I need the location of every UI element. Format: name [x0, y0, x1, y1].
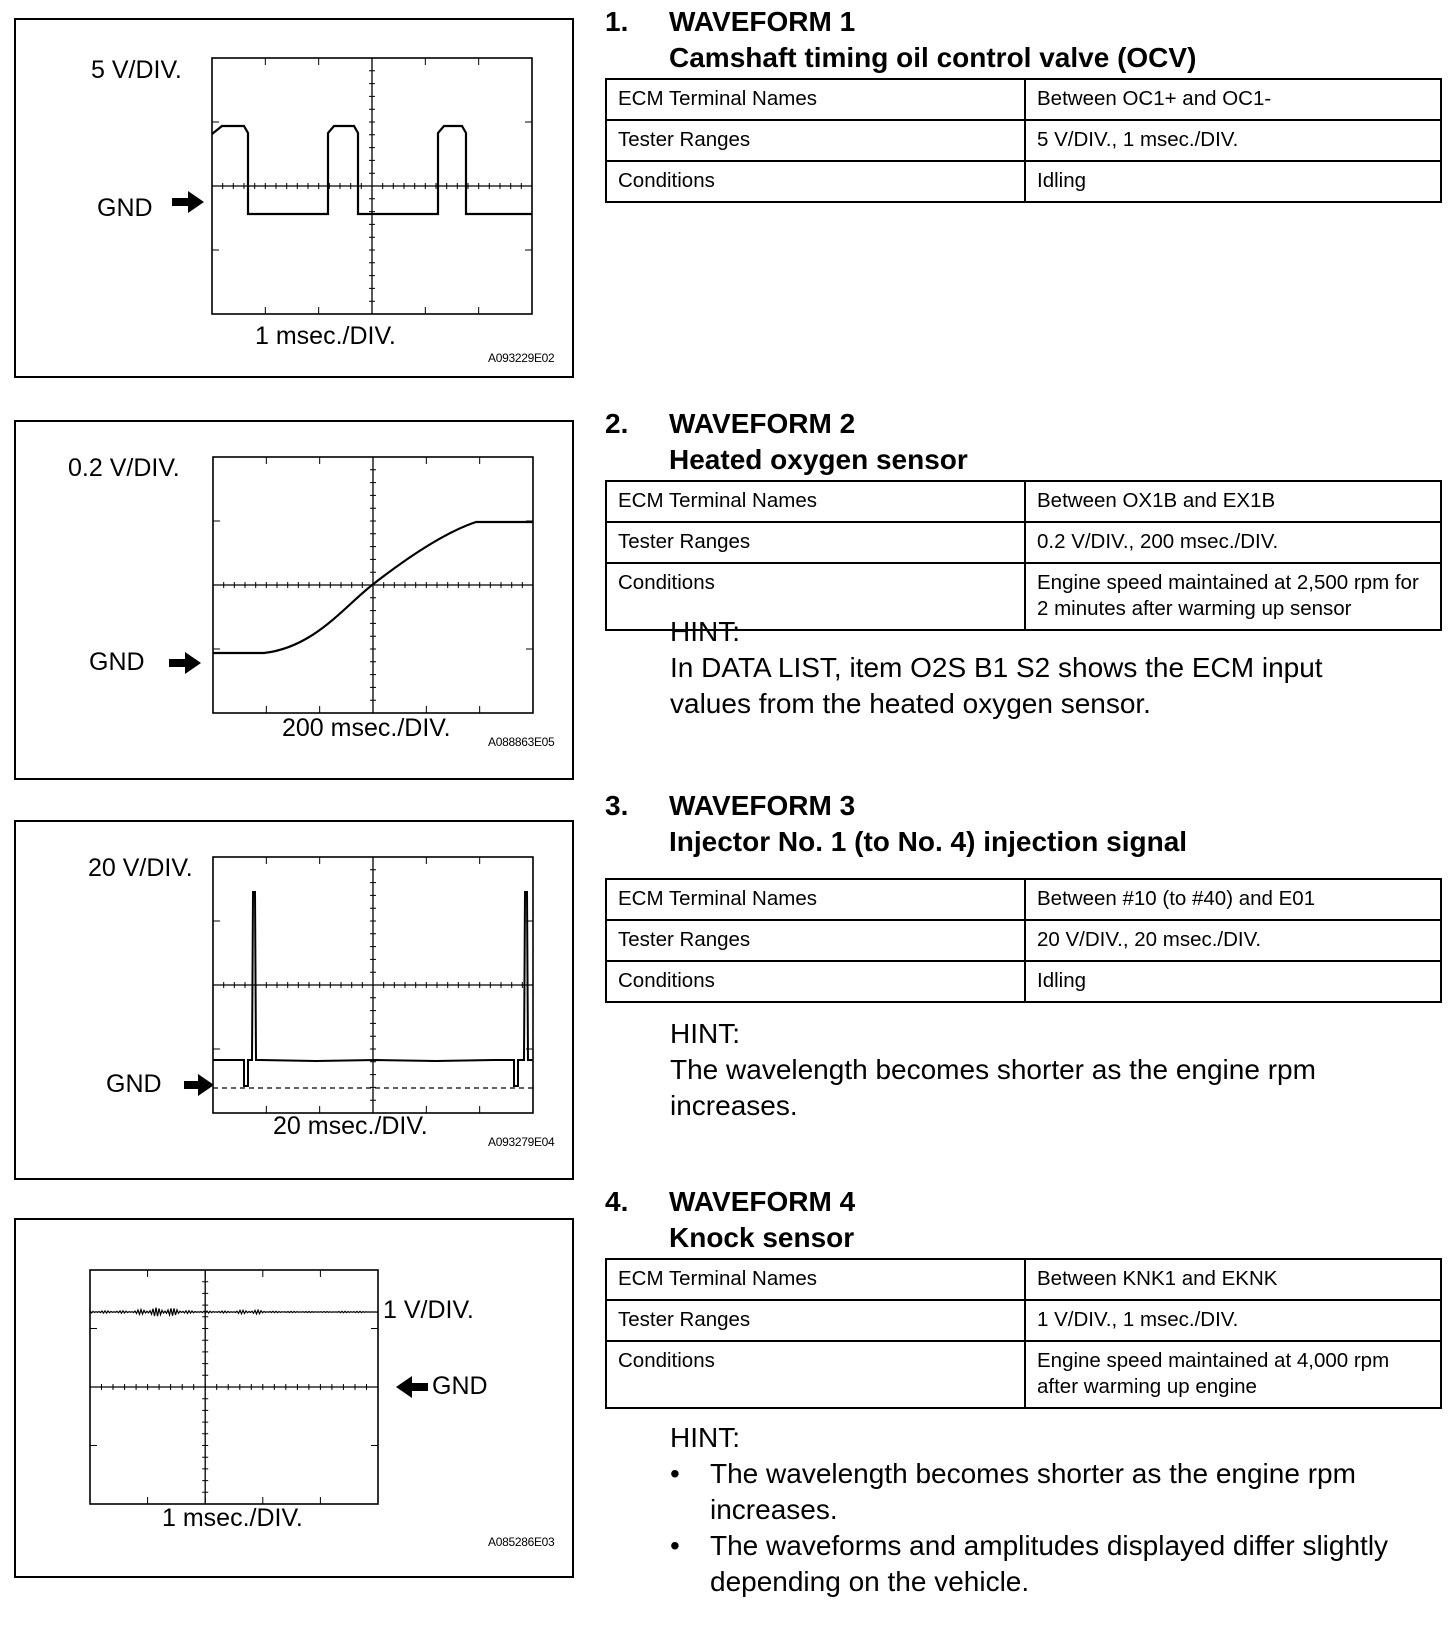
scope-grid	[213, 857, 533, 1113]
section-subtitle: Camshaft timing oil control valve (OCV)	[669, 42, 1197, 73]
hint-item-text: The wavelength becomes shorter as the engine rpm increases.	[710, 1458, 1356, 1525]
waveform-1-spec-table	[605, 78, 1442, 203]
table-value: Idling	[1025, 961, 1441, 1002]
table-row	[606, 79, 1441, 120]
section-title: WAVEFORM 1	[669, 6, 856, 37]
list-item	[670, 1528, 1430, 1600]
gnd-arrow-icon	[169, 652, 201, 674]
time-div-label: 1 msec./DIV.	[162, 1504, 303, 1532]
hint-item-text: The waveforms and amplitudes displayed differ slightly depending on the vehicle.	[710, 1530, 1389, 1597]
section-title: WAVEFORM 4	[669, 1186, 856, 1217]
table-row	[606, 1341, 1441, 1408]
section-title: WAVEFORM 2	[669, 408, 856, 439]
table-key: Tester Ranges	[606, 522, 1025, 563]
table-value: Engine speed maintained at 4,000 rpm after warming up engine	[1025, 1341, 1441, 1408]
table-value: Between #10 (to #40) and E01	[1025, 879, 1441, 920]
section-number: 1.	[605, 6, 629, 37]
table-key: Tester Ranges	[606, 920, 1025, 961]
table-value: Engine speed maintained at 2,500 rpm for 2 minutes after warming up sensor	[1025, 563, 1441, 630]
table-value: Between OX1B and EX1B	[1025, 481, 1441, 522]
hint-label: HINT:	[670, 1422, 740, 1453]
bullet-icon: •	[670, 1458, 680, 1489]
table-key: Tester Ranges	[606, 120, 1025, 161]
list-item	[670, 1456, 1430, 1528]
table-key: ECM Terminal Names	[606, 879, 1025, 920]
gnd-label: GND	[432, 1372, 488, 1400]
table-row	[606, 522, 1441, 563]
table-value: 0.2 V/DIV., 200 msec./DIV.	[1025, 522, 1441, 563]
volt-div-label: 5 V/DIV.	[91, 56, 182, 84]
gnd-arrow-icon	[396, 1376, 428, 1398]
table-value: 1 V/DIV., 1 msec./DIV.	[1025, 1300, 1441, 1341]
table-row	[606, 481, 1441, 522]
section-subtitle: Knock sensor	[669, 1222, 855, 1253]
volt-div-label: 1 V/DIV.	[383, 1296, 474, 1324]
figure-code: A093279E04	[488, 1135, 555, 1149]
table-key: Conditions	[606, 563, 1025, 630]
table-key: Tester Ranges	[606, 1300, 1025, 1341]
section-number: 4.	[605, 1186, 629, 1217]
hint-label: HINT:	[670, 1018, 740, 1049]
waveform-3-hint	[670, 1016, 1390, 1124]
table-key: ECM Terminal Names	[606, 79, 1025, 120]
gnd-label: GND	[97, 194, 153, 222]
waveform-3-section	[0, 790, 1456, 1180]
scope-grid	[212, 58, 532, 314]
table-key: Conditions	[606, 961, 1025, 1002]
waveform-4-figure	[14, 1218, 574, 1578]
table-value: 5 V/DIV., 1 msec./DIV.	[1025, 120, 1441, 161]
waveform-4-spec-table	[605, 1258, 1442, 1409]
time-div-label: 200 msec./DIV.	[282, 714, 451, 742]
bullet-icon: •	[670, 1530, 680, 1561]
table-value: Idling	[1025, 161, 1441, 202]
table-row	[606, 1259, 1441, 1300]
table-row	[606, 879, 1441, 920]
figure-code: A088863E05	[488, 735, 555, 749]
hint-list	[670, 1456, 1410, 1600]
waveform-2-hint	[670, 614, 1390, 722]
scope-grid	[90, 1270, 378, 1504]
waveform-2-section	[0, 400, 1456, 780]
table-value: 20 V/DIV., 20 msec./DIV.	[1025, 920, 1441, 961]
gnd-arrow-icon	[184, 1074, 214, 1096]
section-subtitle: Injector No. 1 (to No. 4) injection signal	[669, 826, 1188, 857]
volt-div-label: 0.2 V/DIV.	[68, 454, 180, 482]
figure-code: A093229E02	[488, 351, 555, 365]
waveform-4-hint	[670, 1420, 1410, 1600]
hint-text: The wavelength becomes shorter as the engine rpm increases.	[670, 1054, 1316, 1121]
table-key: Conditions	[606, 1341, 1025, 1408]
section-title: WAVEFORM 3	[669, 790, 856, 821]
gnd-label: GND	[106, 1070, 162, 1098]
figure-code: A085286E03	[488, 1535, 555, 1549]
table-row	[606, 120, 1441, 161]
waveform-3-spec-table	[605, 878, 1442, 1003]
section-number: 3.	[605, 790, 629, 821]
waveform-1-figure	[14, 18, 574, 378]
waveform-2-figure	[14, 420, 574, 780]
table-value: Between OC1+ and OC1-	[1025, 79, 1441, 120]
table-key: ECM Terminal Names	[606, 1259, 1025, 1300]
hint-label: HINT:	[670, 616, 740, 647]
table-value: Between KNK1 and EKNK	[1025, 1259, 1441, 1300]
waveform-1-section	[0, 0, 1456, 380]
table-row	[606, 920, 1441, 961]
table-key: Conditions	[606, 161, 1025, 202]
gnd-label: GND	[89, 648, 145, 676]
time-div-label: 20 msec./DIV.	[273, 1112, 428, 1140]
time-div-label: 1 msec./DIV.	[255, 322, 396, 350]
section-number: 2.	[605, 408, 629, 439]
waveform-3-figure	[14, 820, 574, 1180]
section-subtitle: Heated oxygen sensor	[669, 444, 968, 475]
waveform-4-section	[0, 1186, 1456, 1636]
volt-div-label: 20 V/DIV.	[88, 854, 193, 882]
table-key: ECM Terminal Names	[606, 481, 1025, 522]
table-row	[606, 1300, 1441, 1341]
table-row	[606, 961, 1441, 1002]
table-row	[606, 161, 1441, 202]
waveform-4-trace	[90, 1308, 378, 1317]
waveform-2-spec-table	[605, 480, 1442, 631]
hint-text: In DATA LIST, item O2S B1 S2 shows the ECM input values from the heated oxygen sensor.	[670, 652, 1323, 719]
gnd-arrow-icon	[172, 191, 204, 213]
